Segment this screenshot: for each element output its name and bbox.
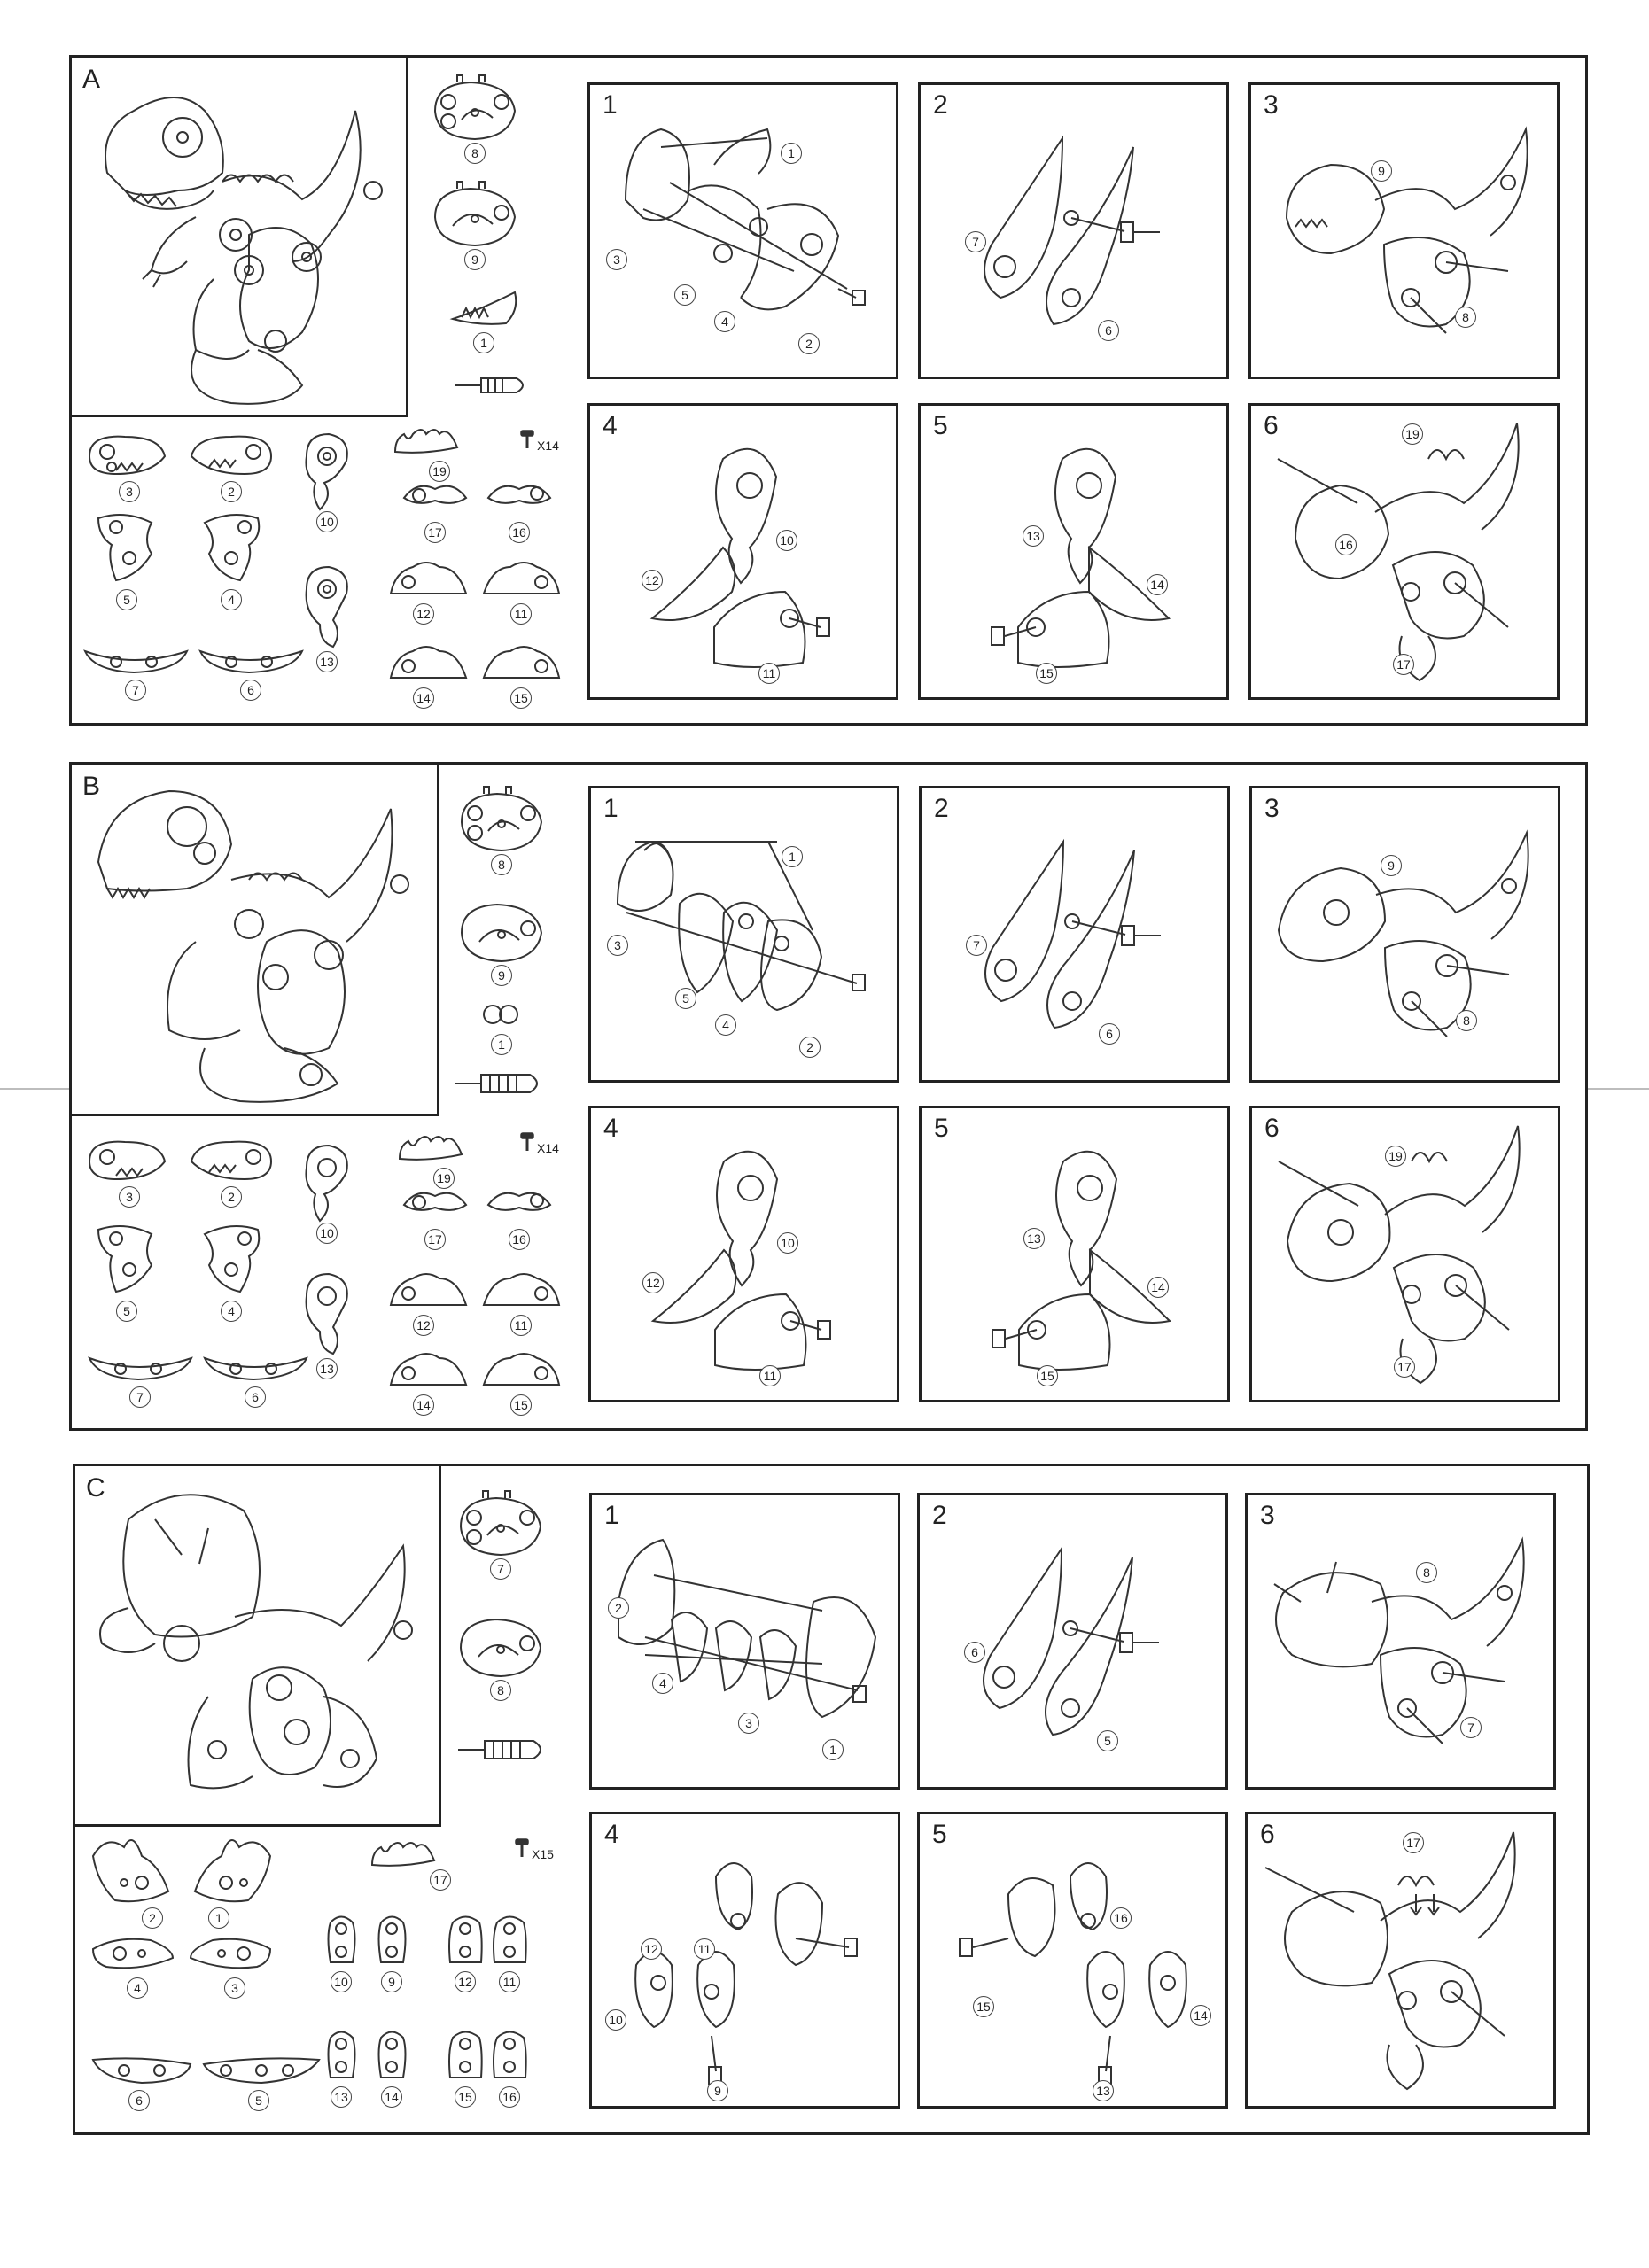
part-label: 11 xyxy=(510,603,532,625)
part-10-leg xyxy=(293,1141,360,1243)
step-illustration xyxy=(922,1108,1233,1405)
screw-icon xyxy=(519,1132,535,1152)
step-part-label: 8 xyxy=(1455,307,1476,328)
part-3-head-half xyxy=(81,430,178,501)
part-14-leg-plate xyxy=(372,2024,412,2104)
step-part-label: 7 xyxy=(966,935,987,956)
step-part-label: 17 xyxy=(1403,1832,1424,1853)
step-part-label: 9 xyxy=(1381,855,1402,876)
step-number: 6 xyxy=(1264,411,1279,440)
step-3 xyxy=(1248,82,1560,379)
part-10-leg-plate xyxy=(322,1909,362,1989)
part-label: 3 xyxy=(224,1977,245,1999)
part-label: 10 xyxy=(316,1223,338,1244)
step-4 xyxy=(588,1106,899,1402)
screwdriver xyxy=(453,368,533,403)
step-number: 2 xyxy=(934,794,949,823)
part-label: 3 xyxy=(119,481,140,502)
part-15-leg-plate xyxy=(446,2024,486,2104)
part-label: 14 xyxy=(381,2086,402,2108)
part-label: 10 xyxy=(331,1971,352,1992)
step-part-label: 11 xyxy=(758,663,780,684)
step-part-label: 1 xyxy=(781,143,802,164)
step-part-label: 8 xyxy=(1456,1010,1477,1031)
part-label: 8 xyxy=(490,1680,511,1701)
step-part-label: 2 xyxy=(798,333,820,354)
step-number: 3 xyxy=(1264,794,1280,823)
step-number: 6 xyxy=(1260,1820,1275,1849)
step-illustration xyxy=(1252,788,1563,1085)
part-3-head-half xyxy=(81,1135,178,1206)
step-number: 6 xyxy=(1264,1114,1280,1143)
part-label: 1 xyxy=(473,332,494,353)
step-part-label: 12 xyxy=(641,1938,662,1960)
step-part-label: 19 xyxy=(1402,423,1423,445)
part-label: 6 xyxy=(128,2090,150,2111)
part-label: 7 xyxy=(125,680,146,701)
step-part-label: 2 xyxy=(799,1037,821,1058)
section-letter: B xyxy=(82,772,101,801)
part-4-torso-half xyxy=(187,1216,271,1318)
step-illustration xyxy=(590,406,901,703)
part-label: 5 xyxy=(116,1301,137,1322)
step-part-label: 10 xyxy=(777,1232,798,1254)
part-label: 9 xyxy=(381,1971,402,1992)
step-part-label: 11 xyxy=(759,1365,781,1386)
step-6 xyxy=(1248,403,1560,700)
part-label: 16 xyxy=(509,522,530,543)
step-5 xyxy=(918,403,1229,700)
part-17-joint xyxy=(400,1183,471,1245)
step-illustration xyxy=(592,1814,903,2111)
step-3 xyxy=(1245,1493,1556,1790)
part-label: 16 xyxy=(499,2086,520,2108)
part-5-arm-bar xyxy=(199,2051,323,2113)
part-1-frill-half xyxy=(186,1829,275,1927)
step-part-label: 11 xyxy=(694,1938,715,1960)
section-letter: C xyxy=(86,1473,105,1503)
part-8-body-panel xyxy=(426,66,524,164)
step-part-label: 15 xyxy=(1037,1365,1058,1386)
screw-icon xyxy=(514,1838,530,1858)
step-part-label: 14 xyxy=(1147,574,1168,595)
part-label: 2 xyxy=(221,1186,242,1208)
raptor-assembled-illustration xyxy=(72,765,442,1119)
part-label: 13 xyxy=(331,2086,352,2108)
step-part-label: 16 xyxy=(1110,1907,1132,1929)
part-16-joint xyxy=(484,1183,555,1245)
part-label: 4 xyxy=(127,1977,148,1999)
screw-count: X14 xyxy=(537,439,559,453)
part-17-joint xyxy=(400,476,471,538)
step-part-label: 8 xyxy=(1416,1562,1437,1583)
step-part-label: 6 xyxy=(1099,1023,1120,1045)
step-part-label: 6 xyxy=(1098,320,1119,341)
part-7-arm-bar xyxy=(85,1349,196,1411)
part-label: 6 xyxy=(245,1386,266,1408)
step-number: 1 xyxy=(603,90,618,120)
screwdriver xyxy=(453,1066,550,1101)
step-3 xyxy=(1249,786,1560,1083)
step-part-label: 19 xyxy=(1385,1146,1406,1167)
step-5 xyxy=(919,1106,1230,1402)
section-letter: A xyxy=(82,65,101,94)
part-1-eyes xyxy=(479,997,524,1059)
part-6-arm-bar xyxy=(89,2051,195,2113)
step-number: 3 xyxy=(1260,1501,1275,1530)
section-c xyxy=(73,1464,1590,2135)
part-5-torso-half xyxy=(89,1216,174,1318)
part-13-leg xyxy=(293,563,360,673)
part-label: 7 xyxy=(490,1558,511,1580)
part-label: 5 xyxy=(248,2090,269,2111)
step-part-label: 3 xyxy=(606,249,627,270)
part-label: 2 xyxy=(221,481,242,502)
part-13-leg-plate xyxy=(322,2024,362,2104)
part-11-foot xyxy=(479,1265,564,1336)
t-rex-assembled-illustration xyxy=(72,58,411,420)
step-part-label: 6 xyxy=(964,1642,985,1663)
step-part-label: 17 xyxy=(1393,654,1414,675)
part-label: 15 xyxy=(510,687,532,709)
step-2 xyxy=(918,82,1229,379)
step-part-label: 13 xyxy=(1023,525,1044,547)
part-label: 1 xyxy=(491,1034,512,1055)
step-1 xyxy=(589,1493,900,1790)
step-4 xyxy=(589,1812,900,2109)
part-9-leg-plate xyxy=(372,1909,412,1989)
step-part-label: 3 xyxy=(738,1713,759,1734)
screw-count: X15 xyxy=(532,1847,554,1861)
part-14-foot xyxy=(386,638,471,709)
part-7-arm-bar xyxy=(81,642,191,704)
part-19-back-spikes xyxy=(391,421,462,483)
part-11-foot xyxy=(479,554,564,625)
part-8-body-panel xyxy=(452,1604,549,1701)
part-11-leg-plate xyxy=(490,1909,530,1989)
part-label: 17 xyxy=(430,1869,451,1891)
part-label: 12 xyxy=(455,1971,476,1992)
step-part-label: 7 xyxy=(1460,1717,1482,1738)
part-label: 19 xyxy=(433,1168,455,1189)
step-part-label: 15 xyxy=(973,1996,994,2017)
step-illustration xyxy=(590,85,901,382)
step-part-label: 12 xyxy=(642,1272,664,1293)
step-part-label: 5 xyxy=(675,988,696,1009)
step-part-label: 10 xyxy=(605,2009,626,2031)
step-number: 5 xyxy=(932,1820,947,1849)
part-12-leg-plate xyxy=(446,1909,486,1989)
step-part-label: 14 xyxy=(1190,2005,1211,2026)
step-6 xyxy=(1249,1106,1560,1402)
section-a-overview xyxy=(69,55,408,417)
step-number: 1 xyxy=(603,794,618,823)
step-illustration xyxy=(920,1814,1231,2111)
part-9-body-panel xyxy=(426,173,524,270)
step-number: 5 xyxy=(933,411,948,440)
part-label: 11 xyxy=(510,1315,532,1336)
part-12-foot xyxy=(386,1265,471,1336)
step-illustration xyxy=(591,788,902,1085)
part-3-face xyxy=(186,1931,275,1998)
step-1 xyxy=(588,786,899,1083)
part-label: 9 xyxy=(491,965,512,986)
part-label: 8 xyxy=(464,143,486,164)
part-6-arm-bar xyxy=(196,642,307,704)
part-2-frill-half xyxy=(89,1829,177,1927)
part-label: 13 xyxy=(316,1358,338,1379)
step-4 xyxy=(587,403,898,700)
step-number: 4 xyxy=(603,411,618,440)
part-14-foot xyxy=(386,1345,471,1416)
step-part-label: 3 xyxy=(607,935,628,956)
step-number: 2 xyxy=(932,1501,947,1530)
step-part-label: 5 xyxy=(674,284,696,306)
step-illustration xyxy=(592,1495,903,1792)
part-label: 14 xyxy=(413,687,434,709)
section-b xyxy=(69,762,1588,1431)
part-label: 6 xyxy=(240,680,261,701)
screw-icon xyxy=(519,430,535,449)
part-4-torso-half xyxy=(187,505,271,607)
part-label: 19 xyxy=(429,461,450,482)
step-number: 2 xyxy=(933,90,948,120)
step-2 xyxy=(919,786,1230,1083)
part-label: 4 xyxy=(221,589,242,610)
step-part-label: 16 xyxy=(1335,534,1357,555)
step-illustration xyxy=(921,406,1232,703)
step-part-label: 14 xyxy=(1147,1277,1169,1298)
step-part-label: 5 xyxy=(1097,1730,1118,1751)
step-part-label: 13 xyxy=(1023,1228,1045,1249)
screwdriver xyxy=(456,1732,554,1767)
part-15-foot xyxy=(479,1345,564,1416)
step-part-label: 4 xyxy=(652,1673,673,1694)
part-label: 11 xyxy=(499,1971,520,1992)
part-2-head-half xyxy=(183,430,280,501)
screw-count: X14 xyxy=(537,1141,559,1155)
step-part-label: 13 xyxy=(1093,2080,1114,2101)
part-label: 12 xyxy=(413,1315,434,1336)
part-label: 2 xyxy=(142,1907,163,1929)
step-number: 4 xyxy=(604,1820,619,1849)
part-label: 13 xyxy=(316,651,338,672)
part-label: 14 xyxy=(413,1394,434,1416)
step-illustration xyxy=(1251,85,1562,382)
part-13-leg xyxy=(293,1270,360,1380)
part-2-head-half xyxy=(183,1135,280,1206)
part-label: 3 xyxy=(119,1186,140,1208)
step-part-label: 2 xyxy=(608,1597,629,1619)
section-b-overview xyxy=(69,762,439,1116)
part-19-back-spikes xyxy=(395,1128,466,1190)
part-15-foot xyxy=(479,638,564,709)
part-16-leg-plate xyxy=(490,2024,530,2104)
step-part-label: 4 xyxy=(714,311,735,332)
part-label: 16 xyxy=(509,1229,530,1250)
step-part-label: 15 xyxy=(1036,663,1057,684)
part-label: 8 xyxy=(491,854,512,875)
part-16-joint xyxy=(484,476,555,538)
part-label: 9 xyxy=(464,249,486,270)
part-label: 17 xyxy=(424,1229,446,1250)
part-label: 1 xyxy=(208,1907,229,1929)
triceratops-assembled-illustration xyxy=(75,1466,444,1829)
step-2 xyxy=(917,1493,1228,1790)
step-part-label: 9 xyxy=(1371,160,1392,182)
step-6 xyxy=(1245,1812,1556,2109)
part-label: 10 xyxy=(316,511,338,532)
part-label: 15 xyxy=(455,2086,476,2108)
part-label: 12 xyxy=(413,603,434,625)
step-number: 5 xyxy=(934,1114,949,1143)
part-12-foot xyxy=(386,554,471,625)
section-c-overview xyxy=(73,1464,441,1827)
step-part-label: 17 xyxy=(1394,1356,1415,1378)
step-5 xyxy=(917,1812,1228,2109)
part-7-body-panel xyxy=(452,1482,549,1580)
part-9-body-panel xyxy=(453,889,550,986)
part-label: 15 xyxy=(510,1394,532,1416)
step-number: 3 xyxy=(1264,90,1279,120)
step-illustration xyxy=(1248,1814,1559,2111)
part-4-face xyxy=(89,1931,177,1998)
step-part-label: 1 xyxy=(782,846,803,867)
step-part-label: 10 xyxy=(776,530,797,551)
section-a xyxy=(69,55,1588,726)
step-number: 1 xyxy=(604,1501,619,1530)
step-part-label: 9 xyxy=(707,2080,728,2101)
part-5-torso-half xyxy=(89,505,174,607)
part-label: 17 xyxy=(424,522,446,543)
step-part-label: 7 xyxy=(965,231,986,252)
step-part-label: 1 xyxy=(822,1739,844,1760)
step-illustration xyxy=(1248,1495,1559,1792)
part-8-body-panel xyxy=(453,778,550,875)
part-label: 4 xyxy=(221,1301,242,1322)
part-1-head-crest xyxy=(444,284,524,354)
step-illustration xyxy=(591,1108,902,1405)
step-part-label: 4 xyxy=(715,1014,736,1036)
part-label: 5 xyxy=(116,589,137,610)
part-label: 7 xyxy=(129,1386,151,1408)
part-10-leg xyxy=(293,430,360,532)
step-number: 4 xyxy=(603,1114,618,1143)
step-1 xyxy=(587,82,898,379)
step-part-label: 12 xyxy=(642,570,663,591)
part-17-back-spikes xyxy=(368,1834,447,1896)
